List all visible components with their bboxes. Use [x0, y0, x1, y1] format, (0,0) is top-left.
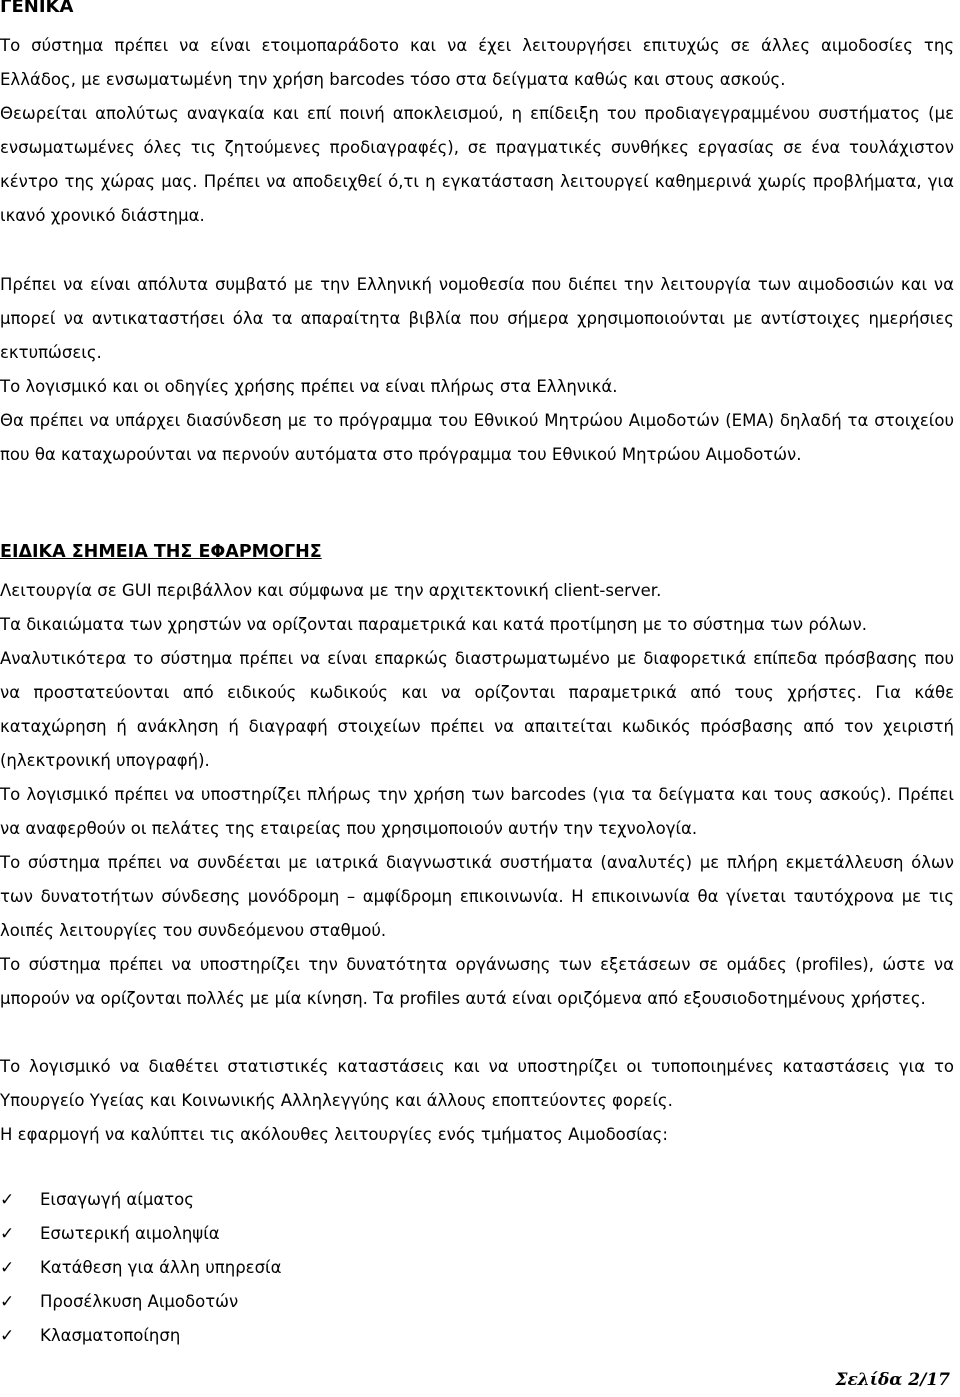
checkmark-icon: ✓ — [0, 1258, 15, 1278]
section-heading-special-points: ΕΙΔΙΚΑ ΣΗΜΕΙΑ ΤΗΣ ΕΦΑΡΜΟΓΗΣ — [0, 542, 322, 562]
checkmark-icon: ✓ — [0, 1326, 15, 1346]
paragraph-demonstration: Θεωρείται απολύτως αναγκαία και επί ποινή αποκλεισμού, η επίδειξη του προδιαγεγραμμένου συστήματος (με ενσωματωμένες όλες τις ζητούμενες προδιαγραφές), σε πραγματικές συνθήκες εργασίας σε ένα τουλάχιστον κέντρο της χώρας μας. Πρέπει να αποδειχθεί ό,τι η εγκατάσταση λειτουργεί καθημερινά χωρίς προβλήματα, για ικανό χρονικό διάστημα. — [0, 104, 954, 225]
functions-list — [0, 1183, 282, 1353]
paragraph-profiles: Το σύστημα πρέπει να υποστηρίζει την δυνατότητα οργάνωσης των εξετάσεων σε ομάδες (profiles), ώστε να μπορούν να ορίζονται πολλές με μία κίνηση. Τα profiles αυτά είναι οριζόμενα από εξουσιοδοτημένους χρήστες. — [0, 955, 954, 1008]
list-item: ✓ Εσωτερική αιμοληψία — [0, 1217, 282, 1251]
paragraph-ema-link: Θα πρέπει να υπάρχει διασύνδεση με το πρόγραμμα του Εθνικού Μητρώου Αιμοδοτών (ΕΜΑ) δηλαδή τα στοιχείου που θα καταχωρούνται να περνούν αυτόματα στο πρόγραμμα του Εθνικού Μητρώου Αιμοδοτών. — [0, 411, 954, 464]
checkmark-icon: ✓ — [0, 1224, 15, 1244]
paragraph-statistics: Το λογισμικό να διαθέτει στατιστικές καταστάσεις και να υποστηρίζει οι τυποποιημένες καταστάσεις για το Υπουργείο Υγείας και Κοινωνικής Αλληλεγγύης και άλλους εποπτεύοντες φορείς. — [0, 1057, 954, 1110]
list-item: ✓ Εισαγωγή αίματος — [0, 1183, 282, 1217]
list-item: ✓ Κατάθεση για άλλη υπηρεσία — [0, 1251, 282, 1285]
paragraph-gui: Λειτουργία σε GUI περιβάλλον και σύμφωνα με την αρχιτεκτονική client-server. — [0, 581, 662, 600]
section-heading-general: ΓΕΝΙΚΑ — [0, 0, 74, 17]
paragraph-user-rights: Τα δικαιώματα των χρηστών να ορίζονται παραμετρικά και κατά προτίμηση με το σύστημα των ρόλων. — [0, 615, 867, 634]
list-item: ✓ Κλασματοποίηση — [0, 1319, 282, 1353]
checkmark-icon: ✓ — [0, 1190, 15, 1210]
paragraph-functions-intro: Η εφαρμογή να καλύπτει τις ακόλουθες λειτουργίες ενός τμήματος Αιμοδοσίας: — [0, 1125, 668, 1144]
paragraph-analyzers: Το σύστημα πρέπει να συνδέεται με ιατρικά διαγνωστικά συστήματα (αναλυτές) με πλήρη εκμετάλλευση όλων των δυνατοτήτων σύνδεσης μονόδρομη – αμφίδρομη επικοινωνία. Η επικοινωνία θα γίνεται ταυτόχρονα με τις λοιπές λειτουργίες του συνδεόμενου σταθμού. — [0, 853, 954, 940]
checkmark-icon: ✓ — [0, 1292, 15, 1312]
paragraph-ready-system: Το σύστημα πρέπει να είναι ετοιμοπαράδοτο και να έχει λειτουργήσει επιτυχώς σε άλλες αιμοδοσίες της Ελλάδος, με ενσωματωμένη την χρήση barcodes τόσο στα δείγματα καθώς και στους ασκούς. — [0, 36, 954, 89]
paragraph-greek-language: Το λογισμικό και οι οδηγίες χρήσης πρέπει να είναι πλήρως στα Ελληνικά. — [0, 377, 618, 396]
paragraph-barcodes: Το λογισμικό πρέπει να υποστηρίζει πλήρως την χρήση των barcodes (για τα δείγματα και τους ασκούς). Πρέπει να αναφερθούν οι πελάτες της εταιρείας που χρησιμοποιούν αυτήν την τεχνολογία. — [0, 785, 954, 838]
page-number: Σελίδα 2/17 — [835, 1370, 950, 1390]
paragraph-access-levels: Αναλυτικότερα το σύστημα πρέπει να είναι επαρκώς διαστρωματωμένο με διαφορετικά επίπεδα πρόσβασης που να προστατεύονται από ειδικούς κωδικούς και να ορίζονται παραμετρικά από τους χρήστες. Για κάθε καταχώρηση ή ανάκληση ή διαγραφή στοιχείων πρέπει να απαιτείται κωδικός πρόσβασης από τον χειριστή (ηλεκτρονική υπογραφή). — [0, 649, 954, 770]
paragraph-legislation: Πρέπει να είναι απόλυτα συμβατό με την Ελληνική νομοθεσία που διέπει την λειτουργία των αιμοδοσιών και να μπορεί να αντικαταστήσει όλα τα απαραίτητα βιβλία που σήμερα χρησιμοποιούνται με αντίστοιχες ημερήσιες εκτυπώσεις. — [0, 275, 954, 362]
list-item: ✓ Προσέλκυση Αιμοδοτών — [0, 1285, 282, 1319]
